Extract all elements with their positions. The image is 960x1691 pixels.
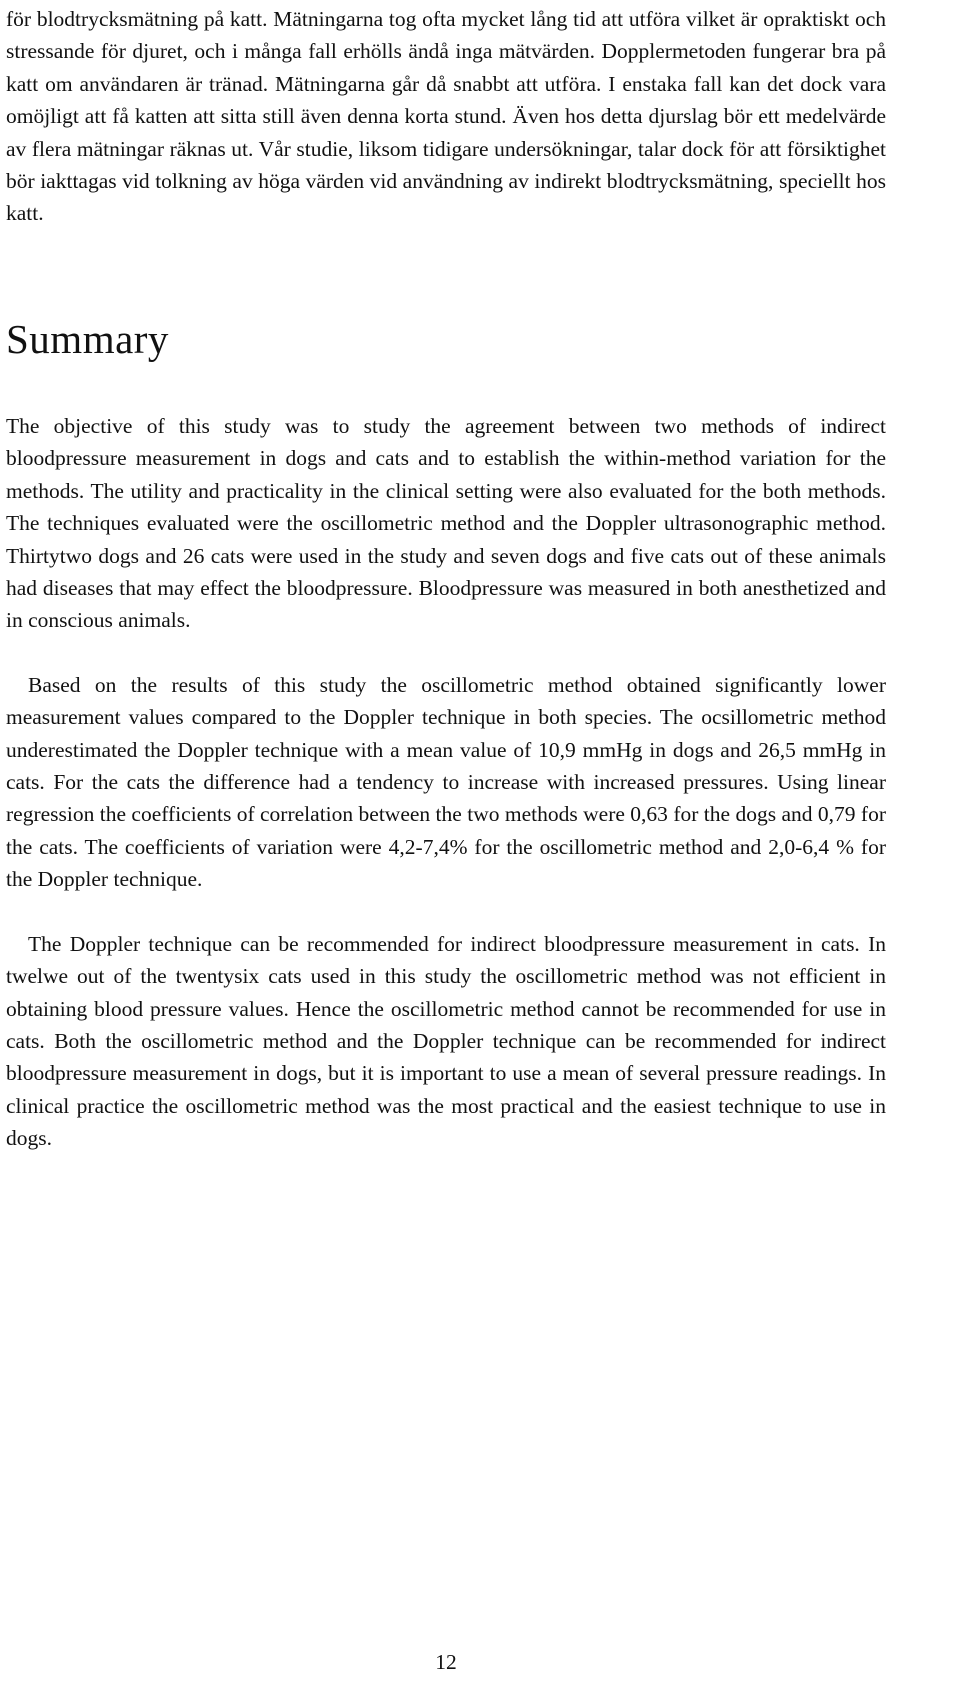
summary-heading: Summary (6, 316, 169, 362)
summary-paragraph-results: Based on the results of this study the oscillometric method obtained significantly lower measurement values compared to the Doppler technique in both species. The ocsillometric method underestimated the Doppler technique with a mean value of 10,9 mmHg in dogs and 26,5 mmHg in cats. For the cats the difference had a tendency to increase with increased pressures. Using linear regression the coefficients of correlation between the two methods were 0,63 for the dogs and 0,79 for the cats. The coefficients of variation were 4,2-7,4% for the oscillometric method and 2,0-6,4 % for the Doppler technique. (6, 672, 886, 892)
summary-paragraph-objective: The objective of this study was to study the agreement between two methods of indirect bloodpressure measurement in dogs and cats and to establish the within-method variation for the methods. The utility and practicality in the clinical setting were also evaluated for the both methods. The techniques evaluated were the oscillometric method and the Doppler ultrasonographic method. Thirtytwo dogs and 26 cats were used in the study and seven dogs and five cats out of these animals had diseases that may effect the bloodpressure. Bloodpressure was measured in both anesthetized and in conscious animals. (6, 414, 886, 633)
intro-paragraph: för blodtrycksmätning på katt. Mätningarna tog ofta mycket lång tid att utföra vilket är opraktiskt och stressande för djuret, och i många fall erhölls ändå inga mätvärden. Dopplermetoden fungerar bra på katt om användaren är tränad. Mätningarna går då snabbt att utföra. I enstaka fall kan det dock vara omöjligt att få katten att sitta still även denna korta stund. Även hos detta djurslag bör ett medelvärde av flera mätningar räknas ut. Vår studie, liksom tidigare undersökningar, talar dock för att försiktighet bör iakttagas vid tolkning av höga värden vid användning av indirekt blodtrycksmätning, speciellt hos katt. (6, 7, 886, 226)
summary-paragraph-conclusion: The Doppler technique can be recommended for indirect bloodpressure measurement in cats. In twelwe out of the twentysix cats used in this study the oscillometric method was not efficient in obtaining blood pressure values. Hence the oscillometric method cannot be recommended for use in cats. Both the oscillometric method and the Doppler technique can be recommended for indirect bloodpressure measurement in dogs, but it is important to use a mean of several pressure readings. In clinical practice the oscillometric method was the most practical and the easiest technique to use in dogs. (6, 931, 886, 1151)
page-number: 12 (435, 1650, 457, 1674)
summary-section (6, 410, 886, 1187)
